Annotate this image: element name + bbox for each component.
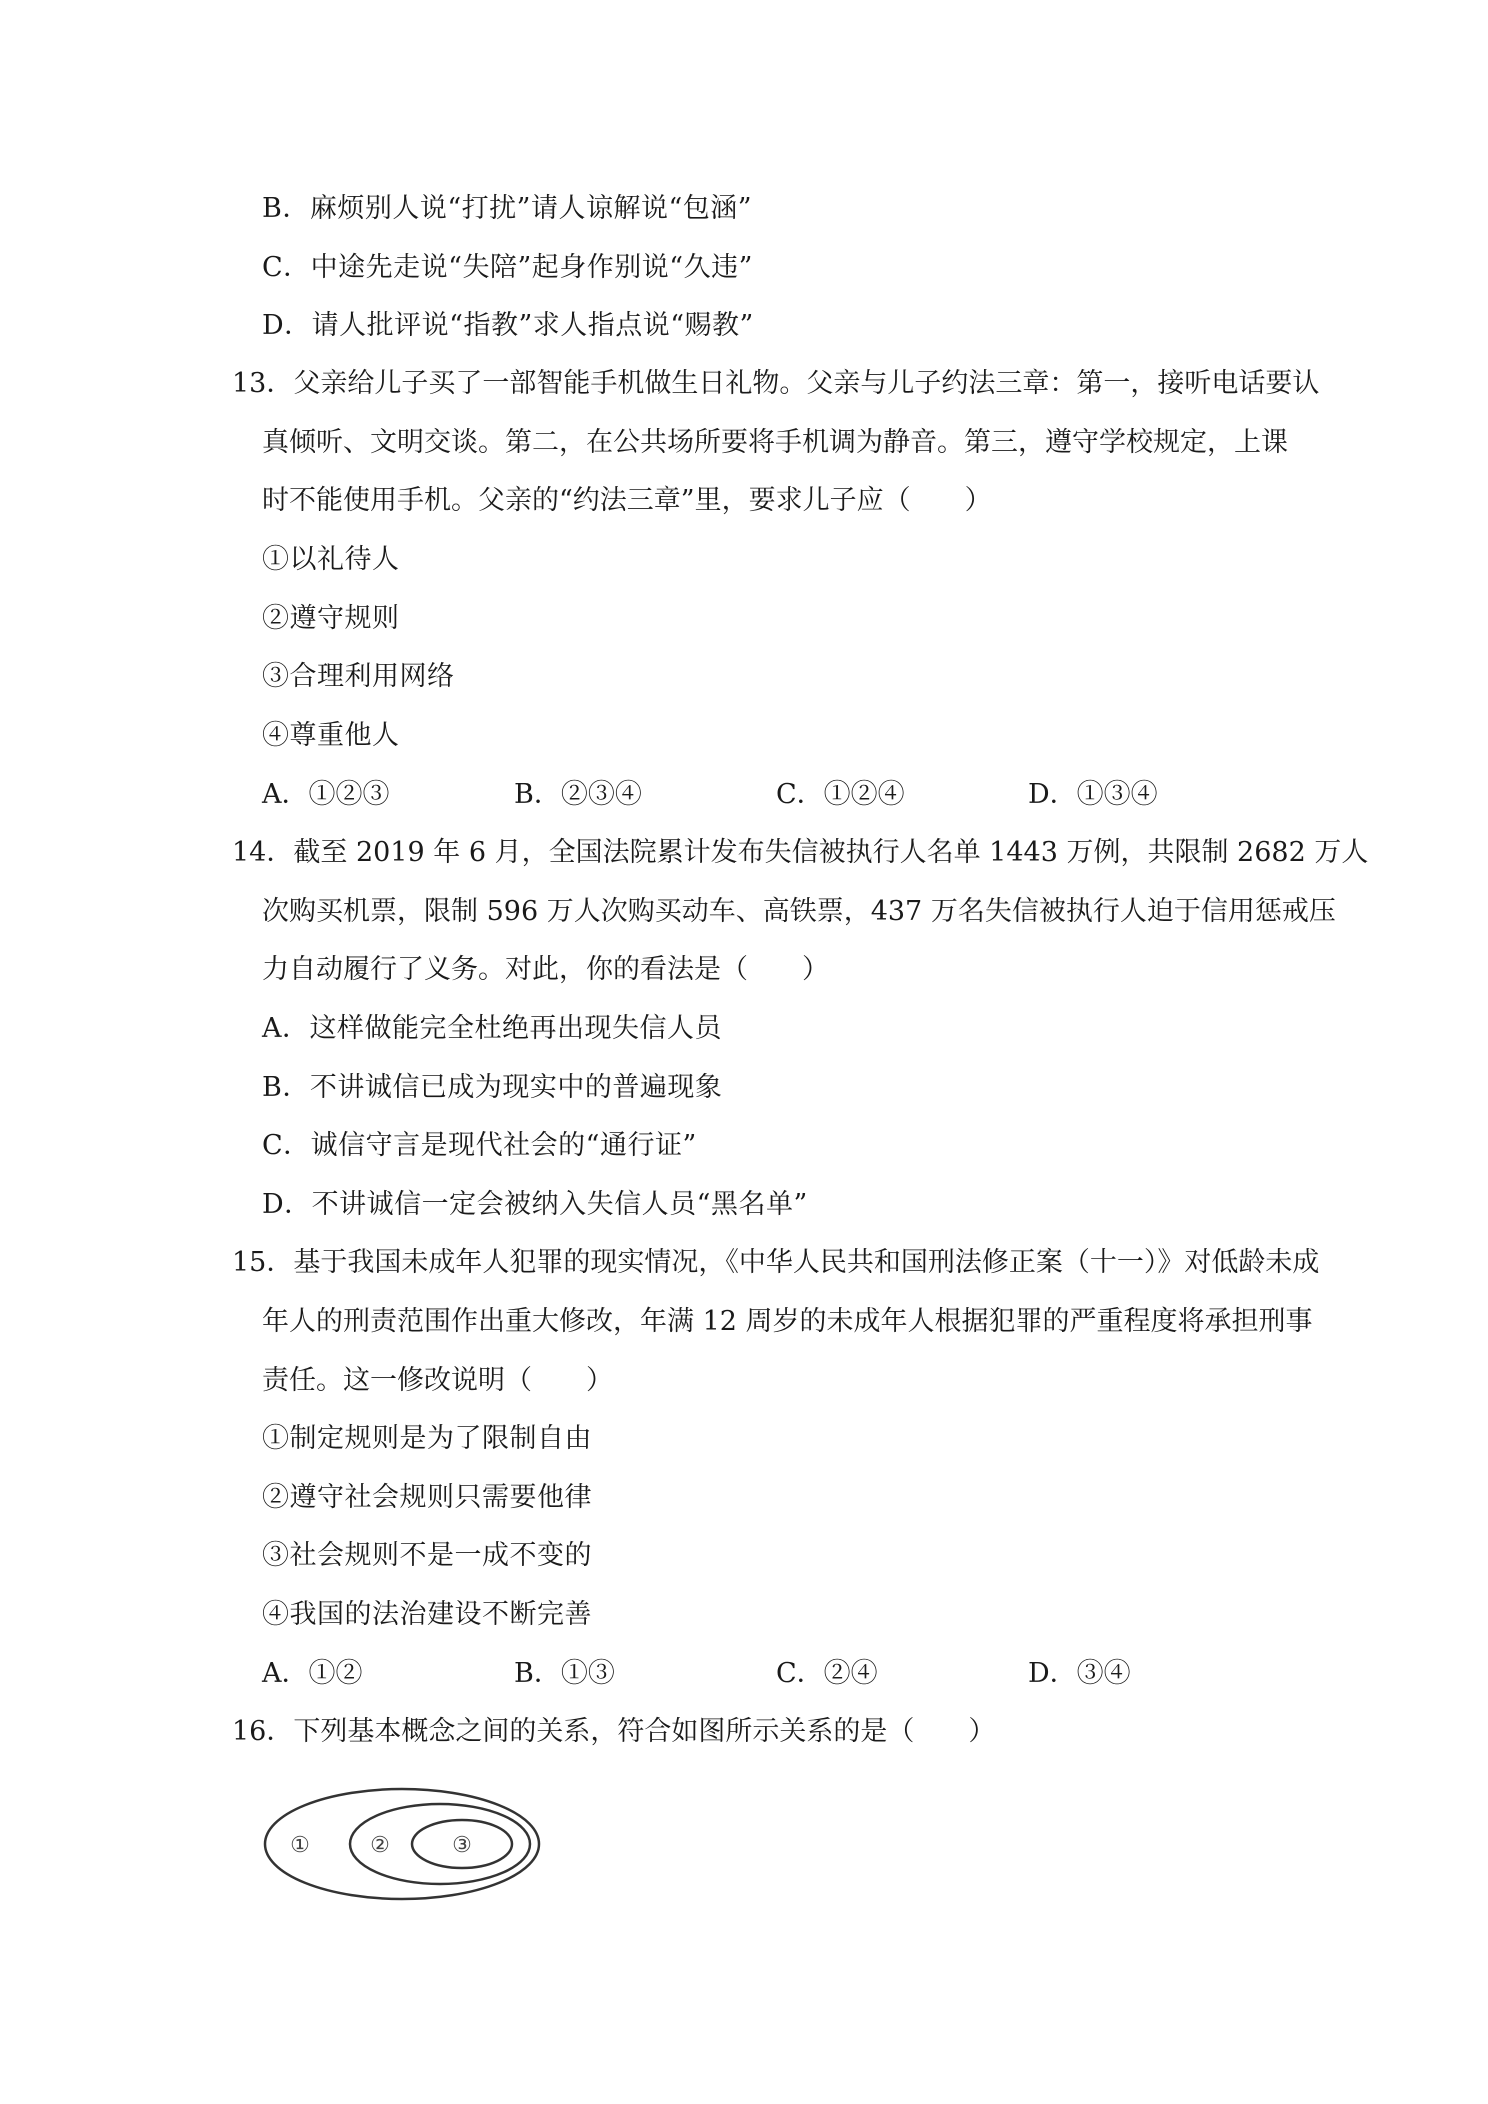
q13-item-1: ①以礼待人 [262,544,400,575]
q15-item-2: ②遵守社会规则只需要他律 [262,1482,592,1513]
q15-stem-line-1: 15．基于我国未成年人犯罪的现实情况，《中华人民共和国刑法修正案（十一）》对低龄未成 [232,1247,1320,1278]
q12-option-b: B．麻烦别人说“打扰”请人谅解说“包涵” [262,193,753,224]
q13-choice-d: D．①③④ [1028,779,1158,810]
q12-option-c: C．中途先走说“失陪”起身作别说“久违” [262,252,753,283]
q13-item-2: ②遵守规则 [262,603,400,634]
q12-option-d: D．请人批评说“指教”求人指点说“赐教” [262,310,754,341]
label-3: ③ [452,1833,472,1858]
q16-stem: 16．下列基本概念之间的关系，符合如图所示关系的是（ ） [232,1716,996,1747]
q15-item-1: ①制定规则是为了限制自由 [262,1423,592,1454]
q14-option-a: A．这样做能完全杜绝再出现失信人员 [262,1013,722,1044]
q14-option-d: D．不讲诚信一定会被纳入失信人员“黑名单” [262,1189,808,1220]
q13-stem-line-1: 13．父亲给儿子买了一部智能手机做生日礼物。父亲与儿子约法三章：第一，接听电话要认 [232,368,1320,399]
q15-item-4: ④我国的法治建设不断完善 [262,1599,592,1630]
q13-item-3: ③合理利用网络 [262,661,455,692]
q14-option-c: C．诚信守言是现代社会的“通行证” [262,1130,697,1161]
q14-stem-line-1: 14．截至 2019 年 6 月，全国法院累计发布失信被执行人名单 1443 万例，共限制 2682 万人 [232,837,1369,868]
q15-item-3: ③社会规则不是一成不变的 [262,1540,592,1571]
q13-choice-a: A．①②③ [262,779,390,810]
q15-stem-line-3: 责任。这一修改说明（ ） [262,1365,613,1396]
q13-stem-line-2: 真倾听、文明交谈。第二，在公共场所要将手机调为静音。第三，遵守学校规定，上课 [262,427,1288,458]
label-1: ① [290,1833,310,1858]
q14-stem-line-2: 次购买机票，限制 596 万人次购买动车、高铁票，437 万名失信被执行人迫于信用惩戒压 [262,896,1336,927]
q15-choice-c: C．②④ [776,1658,878,1689]
q15-choice-a: A．①② [262,1658,363,1689]
q15-stem-line-2: 年人的刑责范围作出重大修改，年满 12 周岁的未成年人根据犯罪的严重程度将承担刑事 [262,1306,1313,1337]
q15-choice-b: B．①③ [514,1658,615,1689]
nested-ellipse-svg [262,1786,542,1904]
q13-stem-line-3: 时不能使用手机。父亲的“约法三章”里，要求儿子应（ ） [262,485,992,516]
q13-choice-c: C．①②④ [776,779,905,810]
nested-ellipse-diagram [262,1786,542,1908]
label-2: ② [370,1833,390,1858]
q14-stem-line-3: 力自动履行了义务。对此，你的看法是（ ） [262,954,829,985]
q13-choice-b: B．②③④ [514,779,642,810]
q14-option-b: B．不讲诚信已成为现实中的普遍现象 [262,1072,723,1103]
q15-choice-d: D．③④ [1028,1658,1131,1689]
q13-item-4: ④尊重他人 [262,720,400,751]
